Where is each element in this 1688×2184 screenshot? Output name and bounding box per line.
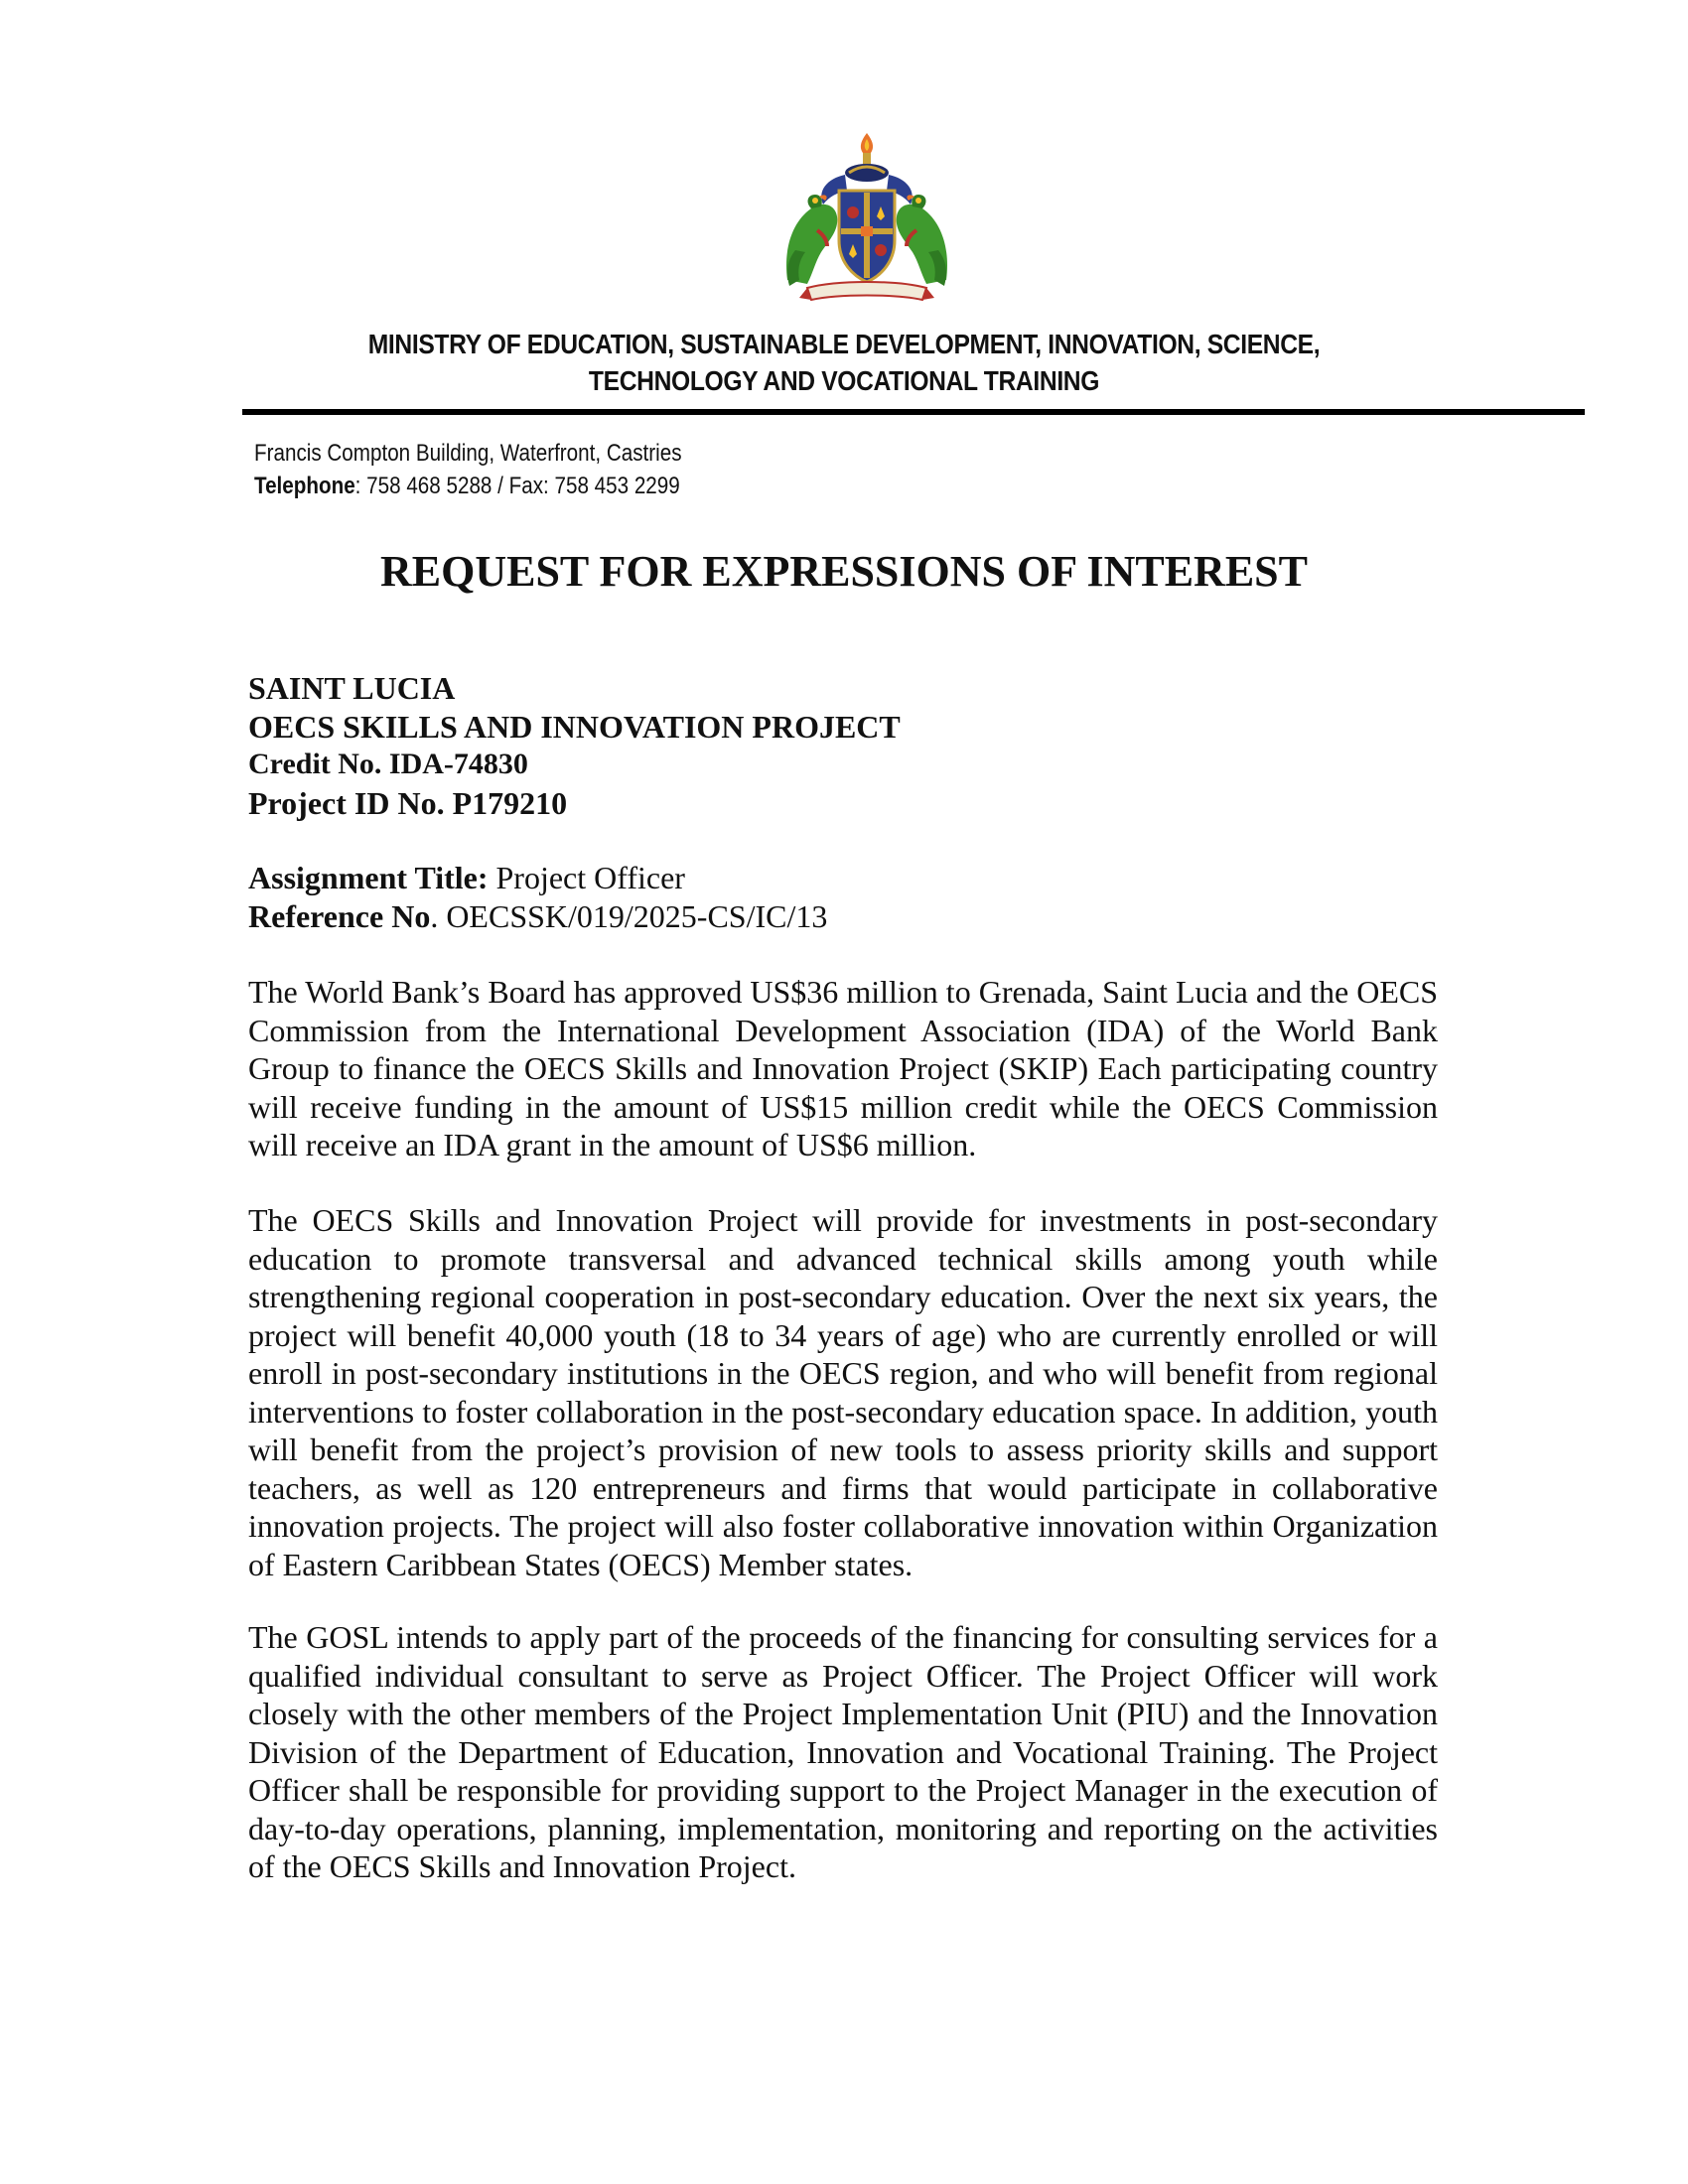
header-divider (242, 409, 1585, 415)
ministry-contact-block (254, 437, 682, 502)
project-name: OECS SKILLS AND INNOVATION PROJECT (248, 708, 901, 745)
document-title: REQUEST FOR EXPRESSIONS OF INTEREST (379, 547, 1309, 596)
ministry-header (311, 326, 1377, 399)
assignment-title-label: Assignment Title: (248, 860, 489, 895)
coat-of-arms-icon (777, 131, 956, 305)
paragraph-project-description: The OECS Skills and Innovation Project will provide for investments in post-secondary education to promote transversal and advanced technical skills among youth while strengthening regional cooperation in post-secondary education. Over the next six years, the project will benefit 40,000 youth (18 to 34 years of age) who are currently enrolled or will enroll in post-secondary institutions in the OECS region, and who will benefit from regional interventions to foster collaboration in the post-secondary education space. In addition, youth will benefit from the project’s provision of new tools to assess priority skills and support teachers, as well as 120 entrepreneurs and firms that would participate in collaborative innovation projects. The project will also foster collaborative innovation within Organization of Eastern Caribbean States (OECS) Member states. (248, 1202, 1438, 1582)
reference-number-label: Reference No (248, 897, 431, 934)
telephone-fax-numbers: : 758 468 5288 / Fax: 758 453 2299 (354, 473, 680, 499)
telephone-label: Telephone (254, 473, 355, 499)
assignment-title-value: Project Officer (488, 860, 685, 895)
paragraph-funding: The World Bank’s Board has approved US$36 million to Grenada, Saint Lucia and the OECS Commission from the International Development Association (IDA) of the World Bank Group to finance the OECS Skills and Innovation Project (SKIP) Each participating country will receive funding in the amount of US$15 million credit while the OECS Commission will receive an IDA grant in the amount of US$6 million. (248, 974, 1438, 1162)
ministry-address: Francis Compton Building, Waterfront, Castries (254, 440, 682, 467)
assignment-info-block (248, 859, 827, 935)
assignment-title-row (248, 859, 827, 897)
project-credit-number: Credit No. IDA-74830 (248, 748, 528, 780)
project-id: Project ID No. P179210 (248, 784, 568, 821)
ministry-name-line-1: MINISTRY OF EDUCATION, SUSTAINABLE DEVELOPMENT, INNOVATION, SCIENCE, (367, 329, 1321, 359)
ministry-name-line-2: TECHNOLOGY AND VOCATIONAL TRAINING (588, 365, 1100, 396)
project-country: SAINT LUCIA (248, 670, 456, 706)
reference-number-value: . OECSSK/019/2025-CS/IC/13 (430, 897, 828, 934)
ministry-telephone (254, 470, 682, 502)
project-info-block (248, 669, 901, 822)
paragraph-consulting-services: The GOSL intends to apply part of the proceeds of the financing for consulting services for a qualified individual consultant to serve as Project Officer. The Project Officer will work closely with the other members of the Project Implementation Unit (PIU) and the Innovation Division of the Department of Education, Innovation and Vocational Training. The Project Officer shall be responsible for providing support to the Project Manager in the execution of day-to-day operations, planning, implementation, monitoring and reporting on the activities of the OECS Skills and Innovation Project. (248, 1619, 1438, 1884)
reference-number-row (248, 897, 827, 936)
